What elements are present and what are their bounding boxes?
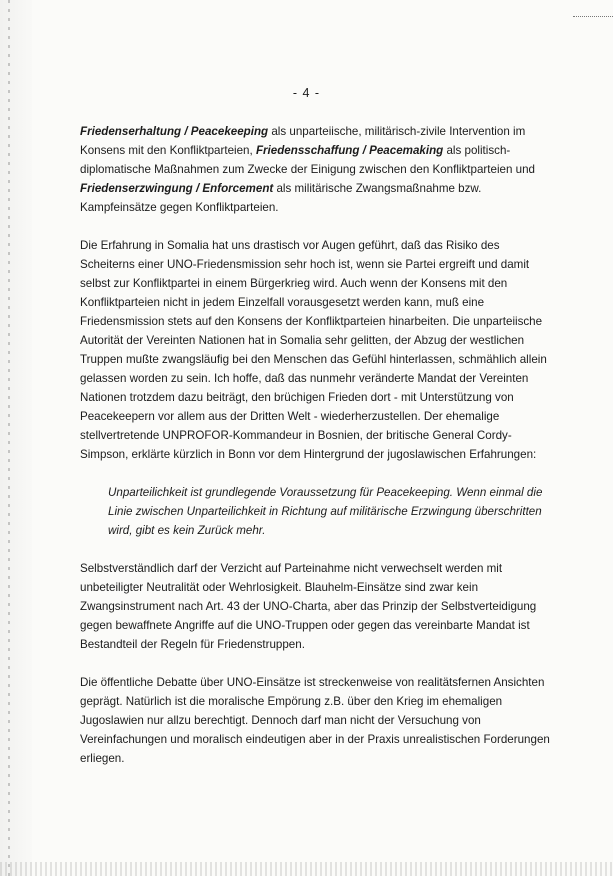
definitions-text-2: als politisch-diplomatische Maßnahmen zum Zwecke der Einigung zwischen den Konfliktparteien und: [80, 144, 535, 176]
paragraph-self-defense: Selbstverständlich darf der Verzicht auf Parteinahme nicht verwechselt werden mit unbeteiligter Neutralität oder Wehrlosigkeit. Blauhelm-Einsätze sind zwar kein Zwangsinstrument nach Art. 43 der UNO-Charta, aber das Prinzip der Selbstverteidigung gegen bewaffnete Angriffe auf die UNO-Truppen oder gegen das vereinbarte Mandat ist Bestandteil der Regeln für Friedenstruppen.: [80, 562, 537, 651]
paragraph-somalia: Die Erfahrung in Somalia hat uns drastisch vor Augen geführt, daß das Risiko des Scheiterns einer UNO-Friedensmission sehr hoch ist, wenn sie Partei ergreift und damit selbst zur Konfliktpartei in einem Bürgerkrieg wird. Auch wenn der Konsens mit den Konfliktparteien nicht in jedem Einzelfall vorausgesetzt werden kann, muß eine Friedensmission stets auf den Konsens der Konfliktparteien hinarbeiten. Die unparteiische Autorität der Vereinten Nationen hat in Somalia sehr gelitten, der Abzug der westlichen Truppen mußte zwangsläufig bei den Menschen das Gefühl hinterlassen, schmählich allein gelassen worden zu sein. Ich hoffe, daß das nunmehr veränderte Mandat der Vereinten Nationen trotzdem dazu beiträgt, den brüchigen Frieden dort - mit Unterstützung von Peacekeepern vor allem aus der Dritten Welt - wiederherzustellen. Der ehemalige stellvertretende UNPROFOR-Kommandeur in Bosnien, der britische General Cordy-Simpson, erklärte kürzlich in Bonn vor dem Hintergrund der jugoslawischen Erfahrungen:: [80, 239, 547, 461]
scan-edge-left: [0, 0, 32, 876]
scan-edge-bottom: [0, 862, 613, 876]
page-number: - 4 -: [292, 86, 321, 100]
term-peacemaking: Friedensschaffung / Peacemaking: [255, 144, 444, 157]
term-enforcement: Friedenserzwingung / Enforcement: [80, 182, 274, 195]
definitions-text-3: als militärische Zwangsmaßnahme bzw. Kampfeinsätze gegen Konfliktparteien.: [80, 182, 482, 214]
definitions-text-1: als unparteiische, militärisch-zivile Intervention im Konsens mit den Konfliktparteien,: [80, 125, 526, 157]
quote-cordy-simpson: Unparteilichkeit ist grundlegende Voraussetzung für Peacekeeping. Wenn einmal die Linie zwischen Unparteilichkeit in Richtung auf militärische Erzwingung überschritten wird, gibt es kein Zurück mehr.: [108, 486, 543, 537]
document-body: [80, 122, 550, 787]
term-peacekeeping: Friedenserhaltung / Peacekeeping: [80, 125, 269, 138]
paragraph-definitions: [80, 122, 550, 217]
scan-mark-top-right: [573, 0, 613, 17]
paragraph-public-debate: Die öffentliche Debatte über UNO-Einsätze ist streckenweise von realitätsfernen Ansichten geprägt. Natürlich ist die moralische Empörung z.B. über den Krieg im ehemaligen Jugoslawien nur allzu berechtigt. Dennoch darf man nicht der Versuchung von Vereinfachungen und moralisch eindeutigen aber in der Praxis unrealistischen Forderungen erliegen.: [80, 676, 550, 765]
